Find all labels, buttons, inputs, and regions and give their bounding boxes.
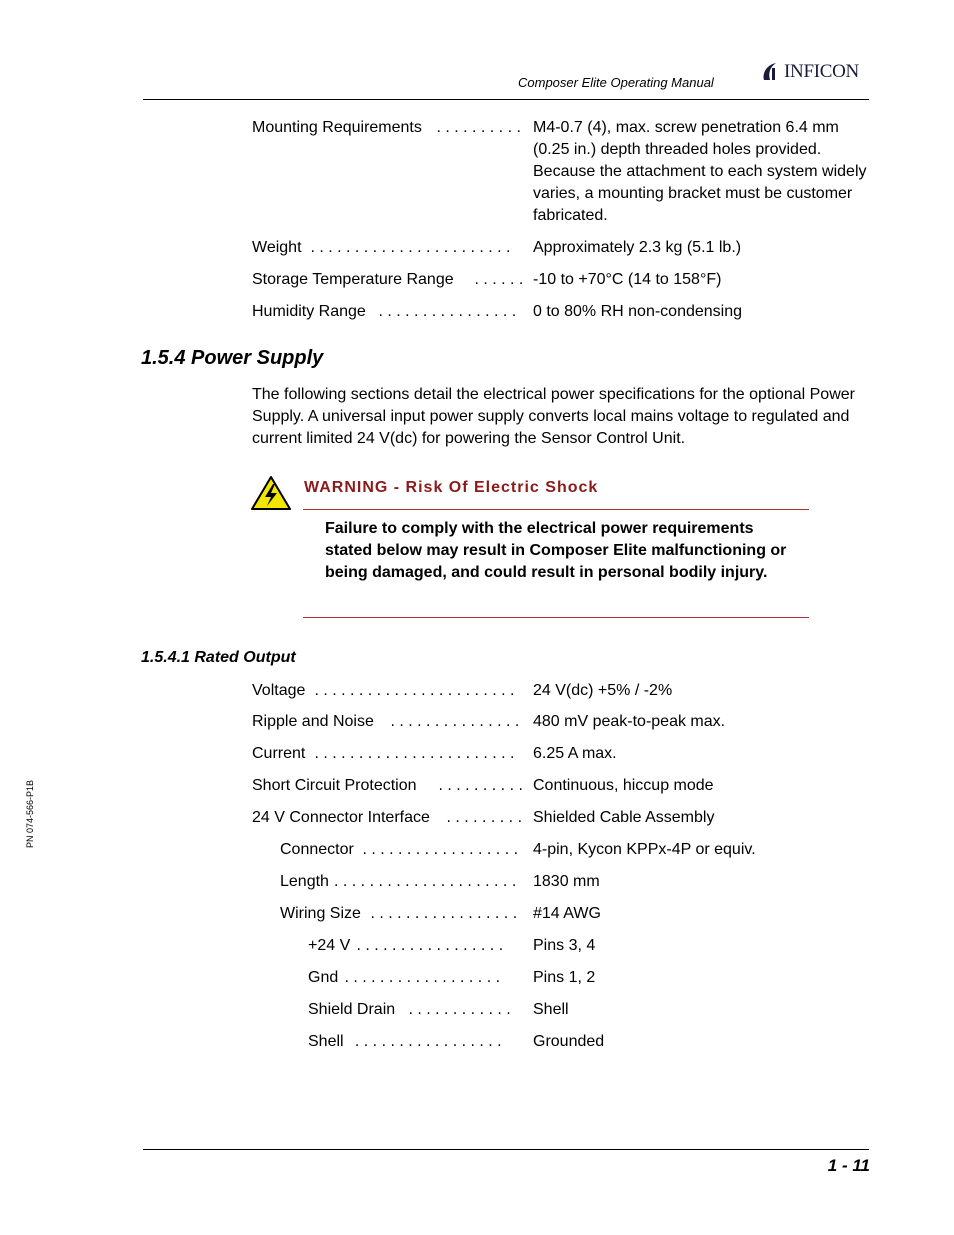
part-number: PN 074-566-P1B (25, 779, 35, 848)
electric-shock-warning-icon (250, 475, 292, 511)
spec-leader: . . . . . . . . . . (434, 777, 523, 794)
spec-value: 480 mV peak-to-peak max. (533, 713, 726, 730)
spec-leader: . . . . . . . . . . . . . . . . . (366, 905, 518, 922)
spec-leader: . . . . . . (470, 271, 524, 288)
spec-leader: . . . . . . . . . . . . . . . . . . (358, 841, 519, 858)
spec-value: Shielded Cable Assembly (533, 809, 715, 826)
warning-bottom-rule (303, 617, 809, 618)
spec-value: 1830 mm (533, 873, 600, 890)
header-rule (143, 99, 869, 100)
spec-leader: . . . . . . . . . . . . . . . . . . (340, 969, 501, 986)
page-number: 1 - 11 (827, 1156, 870, 1175)
spec-label: Shell (308, 1033, 344, 1050)
spec-value: 0 to 80% RH non-condensing (533, 303, 743, 320)
spec-value: 6.25 A max. (533, 745, 617, 762)
spec-label: Humidity Range (252, 303, 366, 320)
subsection-heading: 1.5.4.1 Rated Output (141, 649, 296, 666)
running-header-title: Composer Elite Operating Manual (518, 75, 714, 90)
spec-leader: . . . . . . . . . . . . . . . . . . . . . . . (310, 682, 515, 699)
spec-value: Pins 1, 2 (533, 969, 596, 986)
spec-value: Grounded (533, 1033, 605, 1050)
spec-label: Weight (252, 239, 302, 256)
logo-wordmark: INFICON (784, 61, 859, 82)
spec-label: Voltage (252, 682, 306, 699)
spec-leader: . . . . . . . . . . . . . . . (386, 713, 520, 730)
spec-leader: . . . . . . . . . . (432, 119, 521, 136)
section-heading: 1.5.4 Power Supply (141, 347, 324, 369)
spec-label: Shield Drain (308, 1001, 396, 1018)
spec-leader: . . . . . . . . . . . . . . . . . (346, 1033, 502, 1050)
spec-label: Gnd (308, 969, 339, 986)
spec-label: Wiring Size (280, 905, 361, 922)
spec-leader: . . . . . . . . . . . . . . . . . (352, 937, 504, 954)
warning-title: WARNING - Risk Of Electric Shock (304, 479, 599, 496)
footer-rule (143, 1149, 869, 1150)
spec-leader: . . . . . . . . . . . . . . . . . . . . . (334, 873, 517, 890)
spec-leader: . . . . . . . . . (442, 809, 523, 826)
warning-body: Failure to comply with the electrical power requirements stated below may result in Composer Elite malfunctioning or being damaged, and could result in personal bodily injury. (325, 520, 787, 581)
spec-value: M4-0.7 (4), max. screw penetration 6.4 mm (0.25 in.) depth threaded holes provided. Because the attachment to each system widely varies, a mounting bracket must be customer fabricated. (533, 119, 867, 224)
spec-value: Shell (533, 1001, 569, 1018)
spec-label: Storage Temperature Range (252, 271, 454, 288)
spec-label: Short Circuit Protection (252, 777, 417, 794)
spec-leader: . . . . . . . . . . . . (404, 1001, 511, 1018)
spec-label: +24 V (308, 937, 351, 954)
warning-top-rule (303, 509, 809, 510)
spec-leader: . . . . . . . . . . . . . . . . . . . . . . . (306, 239, 511, 256)
spec-value: #14 AWG (533, 905, 601, 922)
spec-value: 24 V(dc) +5% / -2% (533, 682, 673, 699)
spec-value: Approximately 2.3 kg (5.1 lb.) (533, 239, 742, 256)
spec-label: Mounting Requirements (252, 119, 422, 136)
spec-leader: . . . . . . . . . . . . . . . . . . . . . . . (310, 745, 515, 762)
spec-value: Continuous, hiccup mode (533, 777, 714, 794)
section-intro: The following sections detail the electrical power specifications for the optional Power Supply. A universal input power supply converts local mains voltage to regulated and current limited 24 V(dc) for powering the Sensor Control Unit. (252, 386, 855, 447)
spec-label: Current (252, 745, 306, 762)
spec-label: Connector (280, 841, 354, 858)
spec-value: 4-pin, Kycon KPPx-4P or equiv. (533, 841, 756, 858)
spec-value: Pins 3, 4 (533, 937, 596, 954)
spec-leader: . . . . . . . . . . . . . . . . (374, 303, 517, 320)
spec-value: -10 to +70°C (14 to 158°F) (533, 271, 722, 288)
spec-label: Ripple and Noise (252, 713, 374, 730)
spec-label: 24 V Connector Interface (252, 809, 430, 826)
spec-label: Length (280, 873, 329, 890)
